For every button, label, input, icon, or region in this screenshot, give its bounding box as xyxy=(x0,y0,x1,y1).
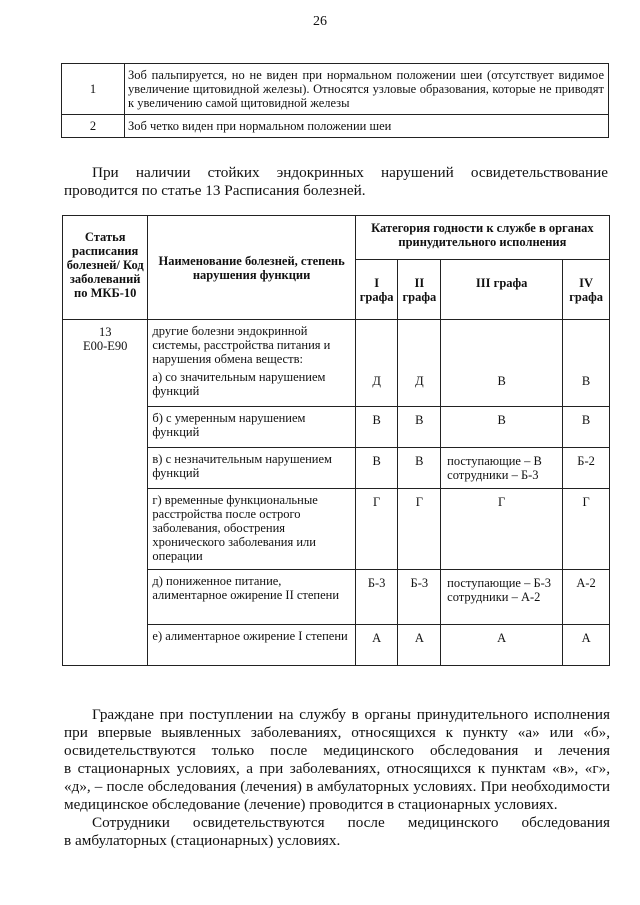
grade-value: Б-3 xyxy=(398,570,441,625)
article-cell xyxy=(63,368,148,407)
disease-schedule-table xyxy=(62,215,610,666)
disease-item: г) временные функциональные расстройства после острого заболевания, обострения хронического заболевания или операции xyxy=(148,489,355,570)
grade-value: В xyxy=(563,368,610,407)
article-code: Е00-Е90 xyxy=(82,339,128,353)
grade-value: В xyxy=(398,448,441,489)
grade-value: В xyxy=(563,407,610,448)
article-cell xyxy=(63,448,148,489)
paragraph-intro xyxy=(64,164,608,200)
empty-cell xyxy=(441,320,563,369)
grade-number: 1 xyxy=(62,64,125,115)
grade-value-line: поступающие – Б-3 xyxy=(447,576,552,590)
grade-value: Г xyxy=(441,489,563,570)
header-row xyxy=(63,216,610,260)
empty-cell xyxy=(563,320,610,369)
header-column-2: II графа xyxy=(398,260,441,320)
grade-description: Зоб четко виден при нормальном положении шеи xyxy=(125,115,609,138)
grade-value: А xyxy=(355,625,398,666)
header-column-1: I графа xyxy=(355,260,398,320)
grade-value: В xyxy=(441,407,563,448)
table-row xyxy=(62,64,609,115)
disease-item: б) с умеренным нарушением функций xyxy=(148,407,355,448)
grade-value: Б-2 xyxy=(563,448,610,489)
grade-value: Д xyxy=(398,368,441,407)
header-column-3: III графа xyxy=(441,260,563,320)
header-column-4: IV графа xyxy=(563,260,610,320)
article-number: 13 xyxy=(98,325,112,339)
grade-value xyxy=(441,448,563,489)
disease-item: а) со значительным нарушением функций xyxy=(148,368,355,407)
paragraph-line: «д», – после обследования (лечения) в амбулаторных условиях. При необходимости xyxy=(64,778,610,795)
table-row xyxy=(63,625,610,666)
grade-value-line: сотрудники – Б-3 xyxy=(447,468,539,482)
disease-intro: другие болезни эндокринной системы, расстройства питания и нарушения обмена веществ: xyxy=(148,320,355,369)
table-row xyxy=(63,368,610,407)
header-name: Наименование болезней, степень нарушения функции xyxy=(148,216,355,320)
paragraph-line: в амбулаторных (стационарных) условиях. xyxy=(64,832,341,849)
grade-value: А-2 xyxy=(563,570,610,625)
grade-value: В xyxy=(398,407,441,448)
paragraph-line: медицинское обследование (лечение) проводится в стационарных условиях. xyxy=(64,796,558,813)
grade-value-line: поступающие – В xyxy=(447,454,542,468)
grade-value: А xyxy=(563,625,610,666)
disease-item: в) с незначительным нарушением функций xyxy=(148,448,355,489)
article-cell xyxy=(63,570,148,625)
paragraph-line: при впервые выявленных заболеваниях, относящихся к пункту «а» или «б», xyxy=(64,724,610,741)
paragraph-line: При наличии стойких эндокринных нарушений освидетельствование xyxy=(92,164,608,181)
empty-cell xyxy=(398,320,441,369)
grade-value xyxy=(441,570,563,625)
grade-value: А xyxy=(398,625,441,666)
table-row xyxy=(63,489,610,570)
paragraph-line: Граждане при поступлении на службу в органы принудительного исполнения xyxy=(92,706,610,723)
article-cell xyxy=(63,320,148,369)
grade-value: Д xyxy=(355,368,398,407)
table-row xyxy=(63,407,610,448)
goiter-grade-table xyxy=(61,63,609,138)
grade-value: В xyxy=(355,407,398,448)
grade-value: Г xyxy=(398,489,441,570)
grade-value-line: сотрудники – А-2 xyxy=(447,590,541,604)
header-article: Статья расписания болезней/ Код заболеваний по МКБ-10 xyxy=(63,216,148,320)
grade-value: В xyxy=(441,368,563,407)
grade-description: Зоб пальпируется, но не виден при нормальном положении шеи (отсутствует видимое увеличение щитовидной железы). Относятся узловые образования, которые не приводят к увеличению самой щитовидной железы xyxy=(125,64,609,115)
paragraph-conclusion xyxy=(64,706,610,850)
grade-number: 2 xyxy=(62,115,125,138)
header-category: Категория годности к службе в органах принудительного исполнения xyxy=(355,216,609,260)
empty-cell xyxy=(355,320,398,369)
table-row xyxy=(63,570,610,625)
table-row xyxy=(63,320,610,369)
article-cell xyxy=(63,489,148,570)
disease-item: д) пониженное питание, алиментарное ожирение II степени xyxy=(148,570,355,625)
paragraph-line: освидетельствуются только после медицинского обследования и лечения xyxy=(64,742,610,759)
paragraph-line: проводится по статье 13 Расписания болезней. xyxy=(64,182,366,199)
disease-item: е) алиментарное ожирение I степени xyxy=(148,625,355,666)
grade-value: Б-3 xyxy=(355,570,398,625)
article-cell xyxy=(63,625,148,666)
paragraph-line: Сотрудники освидетельствуются после медицинского обследования xyxy=(92,814,610,831)
grade-value: Г xyxy=(355,489,398,570)
table-row xyxy=(62,115,609,138)
article-cell xyxy=(63,407,148,448)
grade-value: Г xyxy=(563,489,610,570)
page-number: 26 xyxy=(313,14,327,29)
paragraph-line: в стационарных условиях, а при заболеваниях, относящихся к пунктам «в», «г», xyxy=(64,760,610,777)
grade-value: В xyxy=(355,448,398,489)
grade-value: А xyxy=(441,625,563,666)
table-row xyxy=(63,448,610,489)
